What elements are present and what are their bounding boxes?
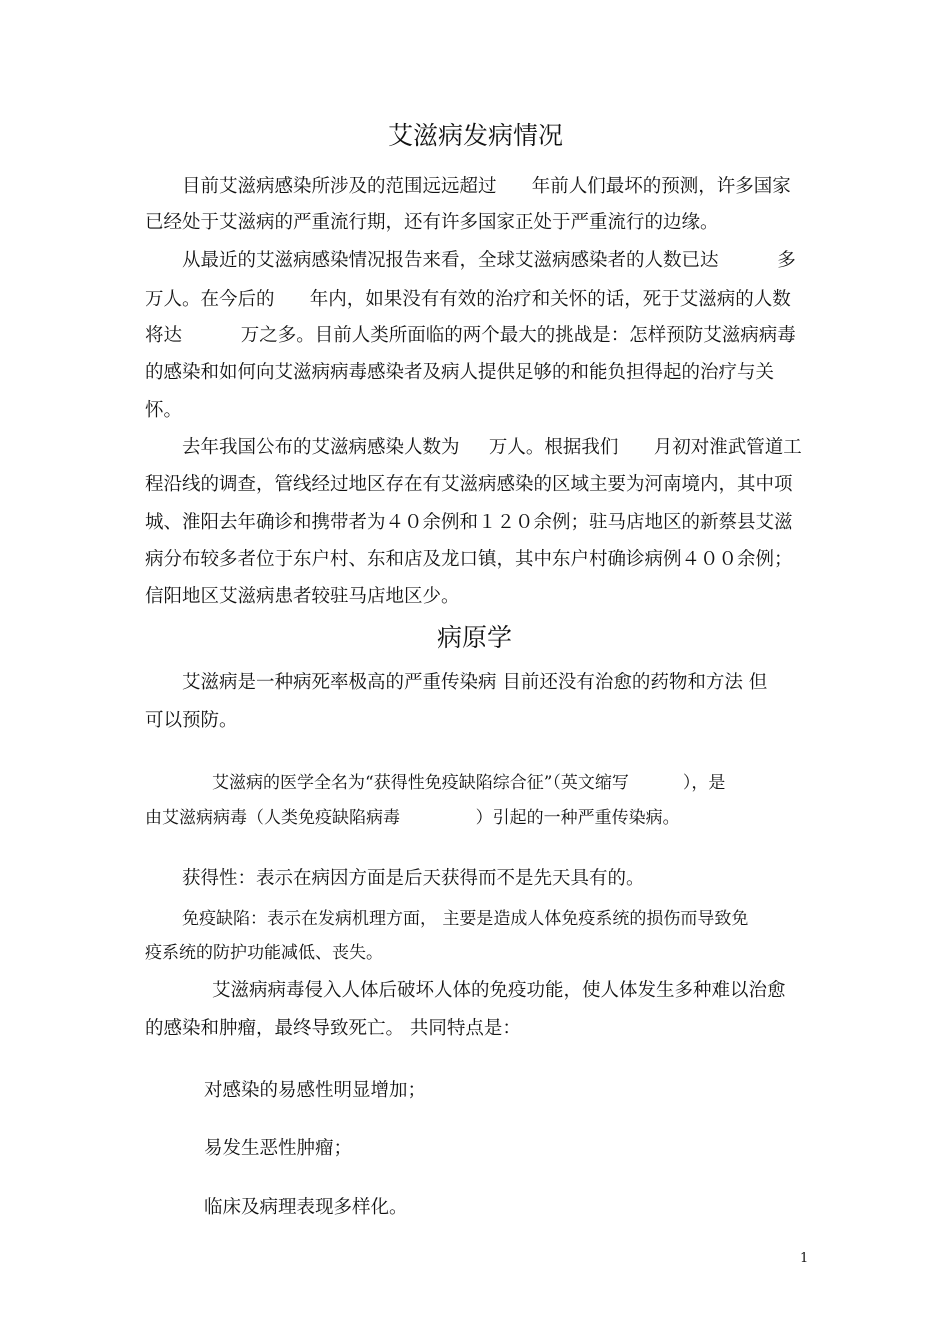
paragraph-line: 艾滋病的医学全名为“获得性免疫缺陷综合征”（英文缩写 ），是: [212, 773, 726, 793]
paragraph-line: 去年我国公布的艾滋病感染人数为 万人。根据我们 月初对淮武管道工: [182, 437, 802, 458]
paragraph-line: 由艾滋病病毒（人类免疫缺陷病毒 ）引起的一种严重传染病。: [145, 808, 680, 828]
paragraph-line: 艾滋病是一种病死率极高的严重传染病 目前还没有治愈的药物和方法 但: [182, 672, 768, 693]
paragraph-line: 疫系统的防护功能减低、丧失。: [145, 943, 383, 963]
paragraph-line: 从最近的艾滋病感染情况报告来看，全球艾滋病感染者的人数已达 多: [182, 250, 796, 271]
paragraph-line: 城、淮阳去年确诊和携带者为４０余例和１２０余例；驻马店地区的新蔡县艾滋: [145, 512, 793, 533]
paragraph-line: 信阳地区艾滋病患者较驻马店地区少。: [145, 586, 460, 607]
paragraph-line: 万人。在今后的 年内，如果没有有效的治疗和关怀的话，死于艾滋病的人数: [145, 289, 791, 310]
list-item: 易发生恶性肿瘤；: [204, 1138, 353, 1159]
page-title: 艾滋病发病情况: [388, 121, 564, 150]
paragraph-line: 已经处于艾滋病的严重流行期，还有许多国家正处于严重流行的边缘。: [145, 212, 719, 233]
paragraph-line: 程沿线的调查，管线经过地区存在有艾滋病感染的区域主要为河南境内，其中项: [145, 474, 793, 495]
paragraph-line: 病分布较多者位于东户村、东和店及龙口镇，其中东户村确诊病例４００余例；: [145, 549, 793, 570]
paragraph-line: 可以预防。: [145, 710, 238, 731]
section-heading: 病原学: [437, 623, 513, 652]
paragraph-line: 目前艾滋病感染所涉及的范围远远超过 年前人们最坏的预测，许多国家: [182, 176, 791, 197]
paragraph-line: 免疫缺陷：表示在发病机理方面， 主要是造成人体免疫系统的损伤而导致免: [182, 909, 749, 929]
paragraph-line: 将达 万之多。目前人类所面临的两个最大的挑战是：怎样预防艾滋病病毒: [145, 325, 796, 346]
list-item: 对感染的易感性明显增加；: [204, 1080, 427, 1101]
list-item: 临床及病理表现多样化。: [204, 1197, 408, 1218]
paragraph-line: 的感染和肿瘤，最终导致死亡。 共同特点是：: [145, 1018, 521, 1039]
page-number: 1: [800, 1251, 809, 1266]
paragraph-line: 怀。: [145, 400, 183, 421]
paragraph-line: 艾滋病病毒侵入人体后破坏人体的免疫功能，使人体发生多种难以治愈: [212, 980, 786, 1001]
paragraph-line: 的感染和如何向艾滋病病毒感染者及病人提供足够的和能负担得起的治疗与关: [145, 362, 775, 383]
paragraph-line: 获得性：表示在病因方面是后天获得而不是先天具有的。: [182, 868, 645, 889]
